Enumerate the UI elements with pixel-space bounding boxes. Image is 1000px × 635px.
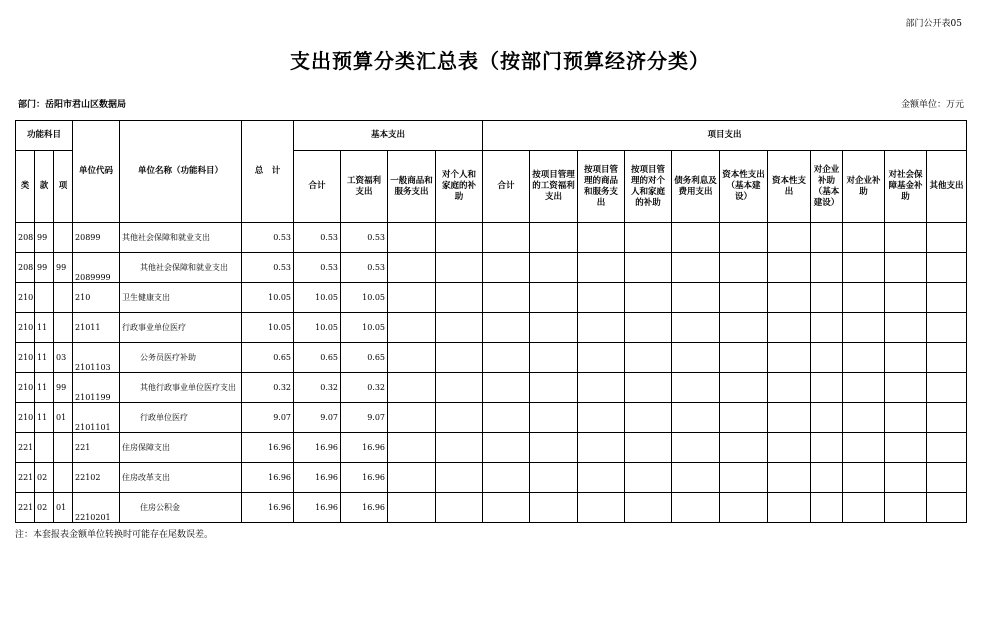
cell-empty <box>768 343 811 373</box>
cell-xiang: 99 <box>54 253 73 283</box>
table-row <box>16 223 967 253</box>
cell-empty <box>927 313 967 343</box>
cell-empty <box>436 403 483 433</box>
cell-kuan <box>35 433 54 463</box>
header-project-col: 按项目管理的对个人和家庭的补助 <box>625 151 672 223</box>
cell-empty <box>768 373 811 403</box>
cell-unit-code: 2089999 <box>73 253 120 283</box>
cell-empty <box>530 313 578 343</box>
cell-lei: 210 <box>16 283 35 313</box>
cell-total: 0.65 <box>242 343 294 373</box>
cell-empty <box>483 283 530 313</box>
cell-empty <box>811 373 843 403</box>
cell-salary: 10.05 <box>341 283 388 313</box>
cell-empty <box>578 433 625 463</box>
header-lei: 类 <box>16 151 35 223</box>
cell-empty <box>672 283 720 313</box>
cell-empty <box>436 223 483 253</box>
cell-empty <box>625 493 672 523</box>
cell-total: 16.96 <box>242 493 294 523</box>
cell-xiang <box>54 433 73 463</box>
cell-empty <box>885 283 927 313</box>
cell-empty <box>483 463 530 493</box>
cell-empty <box>530 403 578 433</box>
cell-empty <box>672 493 720 523</box>
amount-unit-label: 金额单位：万元 <box>900 100 964 110</box>
table-row <box>16 313 967 343</box>
cell-empty <box>768 313 811 343</box>
cell-empty <box>483 343 530 373</box>
cell-basic-total: 16.96 <box>294 463 341 493</box>
page-title: 支出预算分类汇总表（按部门预算经济分类） <box>290 49 710 73</box>
cell-empty <box>578 373 625 403</box>
table-row <box>16 403 967 433</box>
cell-xiang: 01 <box>54 493 73 523</box>
cell-empty <box>578 283 625 313</box>
cell-empty <box>578 463 625 493</box>
cell-kuan: 11 <box>35 313 54 343</box>
cell-empty <box>483 493 530 523</box>
cell-empty <box>927 373 967 403</box>
cell-unit-code: 210 <box>73 283 120 313</box>
header-project: 项目支出 <box>483 121 967 151</box>
cell-empty <box>388 223 436 253</box>
cell-salary: 9.07 <box>341 403 388 433</box>
table-row <box>16 253 967 283</box>
cell-xiang: 99 <box>54 373 73 403</box>
cell-empty <box>436 433 483 463</box>
cell-empty <box>625 433 672 463</box>
cell-empty <box>625 253 672 283</box>
cell-empty <box>885 403 927 433</box>
cell-empty <box>720 463 768 493</box>
cell-xiang <box>54 313 73 343</box>
cell-empty <box>483 403 530 433</box>
cell-empty <box>768 283 811 313</box>
header-unit-code: 单位代码 <box>73 121 120 223</box>
cell-kuan: 11 <box>35 403 54 433</box>
cell-xiang: 01 <box>54 403 73 433</box>
cell-empty <box>927 493 967 523</box>
cell-empty <box>927 433 967 463</box>
cell-empty <box>483 253 530 283</box>
cell-lei: 210 <box>16 343 35 373</box>
table-body <box>16 223 967 523</box>
cell-lei: 208 <box>16 253 35 283</box>
header-project-col: 按项目管理的商品和服务支出 <box>578 151 625 223</box>
cell-empty <box>483 313 530 343</box>
cell-basic-total: 0.65 <box>294 343 341 373</box>
cell-basic-total: 10.05 <box>294 283 341 313</box>
cell-empty <box>843 283 885 313</box>
cell-empty <box>843 403 885 433</box>
cell-unit-name: 公务员医疗补助 <box>120 343 242 373</box>
table-row <box>16 433 967 463</box>
cell-empty <box>578 493 625 523</box>
form-code: 部门公开表05 <box>905 19 962 29</box>
cell-empty <box>768 433 811 463</box>
header-basic-col: 工资福利支出 <box>341 151 388 223</box>
cell-kuan <box>35 283 54 313</box>
header-basic-col: 一般商品和服务支出 <box>388 151 436 223</box>
department-label: 部门：岳阳市君山区数据局 <box>18 100 127 110</box>
cell-basic-total: 16.96 <box>294 433 341 463</box>
header-project-col: 按项目管理的工资福利支出 <box>530 151 578 223</box>
header-unit-name: 单位名称（功能科目） <box>120 121 242 223</box>
cell-empty <box>927 283 967 313</box>
cell-unit-name: 住房保障支出 <box>120 433 242 463</box>
cell-unit-name: 行政事业单位医疗 <box>120 313 242 343</box>
cell-empty <box>672 253 720 283</box>
cell-salary: 0.32 <box>341 373 388 403</box>
cell-empty <box>885 433 927 463</box>
cell-empty <box>578 313 625 343</box>
cell-unit-name: 其他行政事业单位医疗支出 <box>120 373 242 403</box>
cell-empty <box>578 343 625 373</box>
cell-empty <box>811 253 843 283</box>
cell-empty <box>885 223 927 253</box>
header-basic-col: 合计 <box>294 151 341 223</box>
cell-empty <box>625 403 672 433</box>
cell-empty <box>672 463 720 493</box>
cell-empty <box>811 403 843 433</box>
cell-lei: 210 <box>16 373 35 403</box>
cell-empty <box>530 493 578 523</box>
cell-empty <box>885 373 927 403</box>
cell-empty <box>388 343 436 373</box>
cell-empty <box>768 403 811 433</box>
cell-total: 10.05 <box>242 283 294 313</box>
cell-empty <box>768 463 811 493</box>
header-project-col: 对企业补助（基本建设） <box>811 151 843 223</box>
cell-empty <box>530 433 578 463</box>
cell-lei: 210 <box>16 313 35 343</box>
table-row <box>16 343 967 373</box>
table-row <box>16 373 967 403</box>
cell-empty <box>625 343 672 373</box>
cell-total: 10.05 <box>242 313 294 343</box>
cell-unit-name: 其他社会保障和就业支出 <box>120 253 242 283</box>
cell-empty <box>843 493 885 523</box>
cell-empty <box>672 373 720 403</box>
cell-empty <box>530 253 578 283</box>
cell-empty <box>843 223 885 253</box>
cell-empty <box>388 373 436 403</box>
cell-total: 0.53 <box>242 223 294 253</box>
cell-empty <box>843 463 885 493</box>
cell-empty <box>720 373 768 403</box>
cell-lei: 210 <box>16 403 35 433</box>
cell-empty <box>530 373 578 403</box>
cell-empty <box>672 223 720 253</box>
expenditure-table <box>15 120 967 523</box>
cell-kuan: 02 <box>35 493 54 523</box>
header-func-subject: 功能科目 <box>16 121 73 151</box>
cell-unit-name: 住房公积金 <box>120 493 242 523</box>
header-project-col: 其他支出 <box>927 151 967 223</box>
cell-empty <box>720 343 768 373</box>
cell-empty <box>483 223 530 253</box>
cell-empty <box>811 283 843 313</box>
cell-lei: 208 <box>16 223 35 253</box>
cell-salary: 0.65 <box>341 343 388 373</box>
cell-empty <box>436 493 483 523</box>
cell-empty <box>720 493 768 523</box>
cell-empty <box>530 463 578 493</box>
cell-empty <box>843 343 885 373</box>
cell-unit-name: 住房改革支出 <box>120 463 242 493</box>
cell-unit-code: 2210201 <box>73 493 120 523</box>
cell-total: 9.07 <box>242 403 294 433</box>
cell-basic-total: 0.32 <box>294 373 341 403</box>
cell-kuan: 99 <box>35 223 54 253</box>
cell-empty <box>927 343 967 373</box>
cell-empty <box>843 253 885 283</box>
cell-empty <box>811 433 843 463</box>
cell-empty <box>530 343 578 373</box>
cell-empty <box>811 343 843 373</box>
table-row <box>16 493 967 523</box>
cell-empty <box>436 343 483 373</box>
cell-empty <box>388 463 436 493</box>
cell-kuan: 11 <box>35 343 54 373</box>
table-row <box>16 463 967 493</box>
header-basic: 基本支出 <box>294 121 483 151</box>
cell-empty <box>927 463 967 493</box>
cell-empty <box>885 463 927 493</box>
cell-empty <box>768 223 811 253</box>
cell-unit-code: 20899 <box>73 223 120 253</box>
cell-total: 16.96 <box>242 433 294 463</box>
cell-empty <box>811 223 843 253</box>
header-xiang: 项 <box>54 151 73 223</box>
header-project-col: 对社会保障基金补助 <box>885 151 927 223</box>
cell-empty <box>885 313 927 343</box>
footnote: 注：本套报表金额单位转换时可能存在尾数误差。 <box>15 530 214 540</box>
cell-salary: 0.53 <box>341 223 388 253</box>
header-total: 总 计 <box>242 121 294 223</box>
cell-unit-name: 卫生健康支出 <box>120 283 242 313</box>
cell-empty <box>388 433 436 463</box>
cell-empty <box>720 283 768 313</box>
cell-empty <box>927 253 967 283</box>
header-project-col: 对企业补助 <box>843 151 885 223</box>
cell-empty <box>720 313 768 343</box>
cell-empty <box>811 493 843 523</box>
cell-empty <box>625 373 672 403</box>
cell-basic-total: 0.53 <box>294 223 341 253</box>
cell-unit-code: 221 <box>73 433 120 463</box>
cell-basic-total: 16.96 <box>294 493 341 523</box>
cell-empty <box>843 433 885 463</box>
cell-total: 0.53 <box>242 253 294 283</box>
cell-unit-code: 2101103 <box>73 343 120 373</box>
cell-basic-total: 9.07 <box>294 403 341 433</box>
cell-empty <box>388 253 436 283</box>
cell-total: 16.96 <box>242 463 294 493</box>
cell-empty <box>672 403 720 433</box>
cell-empty <box>672 433 720 463</box>
header-project-col: 资本性支出（基本建设） <box>720 151 768 223</box>
cell-empty <box>625 223 672 253</box>
cell-empty <box>625 463 672 493</box>
header-project-col: 资本性支出 <box>768 151 811 223</box>
cell-salary: 16.96 <box>341 463 388 493</box>
cell-unit-code: 22102 <box>73 463 120 493</box>
cell-xiang <box>54 463 73 493</box>
cell-empty <box>388 313 436 343</box>
cell-empty <box>720 403 768 433</box>
cell-empty <box>625 313 672 343</box>
cell-empty <box>927 223 967 253</box>
cell-empty <box>927 403 967 433</box>
cell-kuan: 11 <box>35 373 54 403</box>
cell-total: 0.32 <box>242 373 294 403</box>
cell-xiang: 03 <box>54 343 73 373</box>
cell-empty <box>388 403 436 433</box>
cell-basic-total: 10.05 <box>294 313 341 343</box>
cell-empty <box>578 253 625 283</box>
cell-empty <box>483 373 530 403</box>
cell-empty <box>578 403 625 433</box>
cell-kuan: 99 <box>35 253 54 283</box>
cell-lei: 221 <box>16 433 35 463</box>
cell-empty <box>436 253 483 283</box>
cell-unit-code: 2101101 <box>73 403 120 433</box>
cell-empty <box>811 463 843 493</box>
cell-empty <box>578 223 625 253</box>
header-kuan: 款 <box>35 151 54 223</box>
header-basic-col: 对个人和家庭的补助 <box>436 151 483 223</box>
table-row <box>16 283 967 313</box>
cell-salary: 16.96 <box>341 433 388 463</box>
cell-empty <box>843 373 885 403</box>
cell-basic-total: 0.53 <box>294 253 341 283</box>
cell-kuan: 02 <box>35 463 54 493</box>
cell-empty <box>672 343 720 373</box>
cell-empty <box>720 433 768 463</box>
cell-empty <box>436 373 483 403</box>
cell-empty <box>388 283 436 313</box>
cell-empty <box>885 253 927 283</box>
cell-lei: 221 <box>16 493 35 523</box>
cell-empty <box>811 313 843 343</box>
cell-empty <box>483 433 530 463</box>
cell-unit-name: 其他社会保障和就业支出 <box>120 223 242 253</box>
cell-empty <box>625 283 672 313</box>
cell-salary: 16.96 <box>341 493 388 523</box>
cell-empty <box>388 493 436 523</box>
cell-salary: 10.05 <box>341 313 388 343</box>
header-project-col: 债务利息及费用支出 <box>672 151 720 223</box>
cell-empty <box>768 493 811 523</box>
cell-xiang <box>54 223 73 253</box>
cell-xiang <box>54 283 73 313</box>
cell-lei: 221 <box>16 463 35 493</box>
cell-empty <box>843 313 885 343</box>
cell-unit-name: 行政单位医疗 <box>120 403 242 433</box>
cell-empty <box>672 313 720 343</box>
cell-empty <box>885 493 927 523</box>
cell-empty <box>436 313 483 343</box>
cell-empty <box>768 253 811 283</box>
cell-empty <box>720 223 768 253</box>
cell-empty <box>530 283 578 313</box>
cell-salary: 0.53 <box>341 253 388 283</box>
cell-unit-code: 21011 <box>73 313 120 343</box>
cell-empty <box>436 463 483 493</box>
cell-empty <box>720 253 768 283</box>
cell-empty <box>530 223 578 253</box>
cell-empty <box>885 343 927 373</box>
cell-empty <box>436 283 483 313</box>
cell-unit-code: 2101199 <box>73 373 120 403</box>
header-project-col: 合计 <box>483 151 530 223</box>
